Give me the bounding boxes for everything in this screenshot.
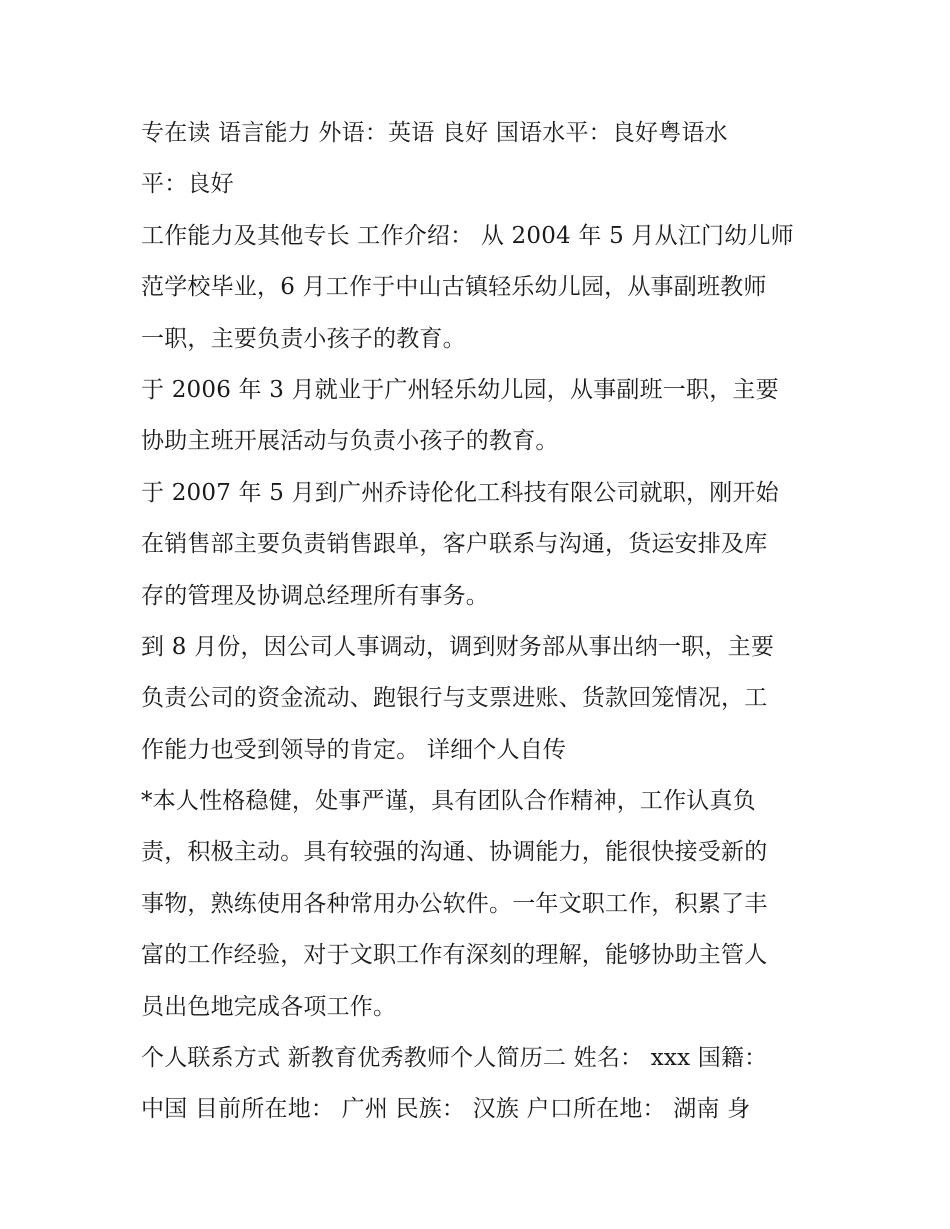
text-line: 于 2007 年 5 月到广州乔诗伦化工科技有限公司就职，刚开始	[141, 479, 779, 506]
text-line: *本人性格稳健，处事严谨，具有团队合作精神，工作认真负	[141, 788, 756, 815]
text-line: 平：良好	[141, 171, 234, 198]
text-line: 协助主班开展活动与负责小孩子的教育。	[141, 428, 559, 455]
text-line: 负责公司的资金流动、跑银行与支票进账、货款回笼情况，工	[141, 685, 768, 712]
text-line: 员出色地完成各项工作。	[141, 993, 397, 1020]
text-line: 在销售部主要负责销售跟单，客户联系与沟通，货运安排及库	[141, 531, 768, 558]
text-line: 事物，熟练使用各种常用办公软件。一年文职工作，积累了丰	[141, 890, 768, 917]
text-line: 到 8 月份，因公司人事调动，调到财务部从事出纳一职，主要	[141, 633, 775, 660]
text-line: 存的管理及协调总经理所有事务。	[141, 582, 489, 609]
resume-text-body	[141, 108, 821, 1136]
text-line: 专在读 语言能力 外语：英语 良好 国语水平：良好粤语水	[141, 120, 728, 146]
text-line: 中国 目前所在地： 广州 民族： 汉族 户口所在地： 湖南 身	[141, 1096, 751, 1123]
text-line: 工作能力及其他专长 工作介绍： 从 2004 年 5 月从江门幼儿师	[141, 222, 794, 249]
text-line: 一职，主要负责小孩子的教育。	[141, 325, 466, 352]
text-line: 富的工作经验，对于文职工作有深刻的理解，能够协助主管人	[141, 942, 768, 969]
text-line: 作能力也受到领导的肯定。 详细个人自传	[141, 736, 567, 763]
text-line: 责，积极主动。具有较强的沟通、协调能力，能很快接受新的	[141, 839, 768, 866]
text-line: 范学校毕业，6 月工作于中山古镇轻乐幼儿园，从事副班教师	[141, 274, 767, 301]
text-line: 个人联系方式 新教育优秀教师个人简历二 姓名： xxx 国籍：	[141, 1045, 768, 1072]
text-line: 于 2006 年 3 月就业于广州轻乐幼儿园，从事副班一职，主要	[141, 376, 779, 403]
